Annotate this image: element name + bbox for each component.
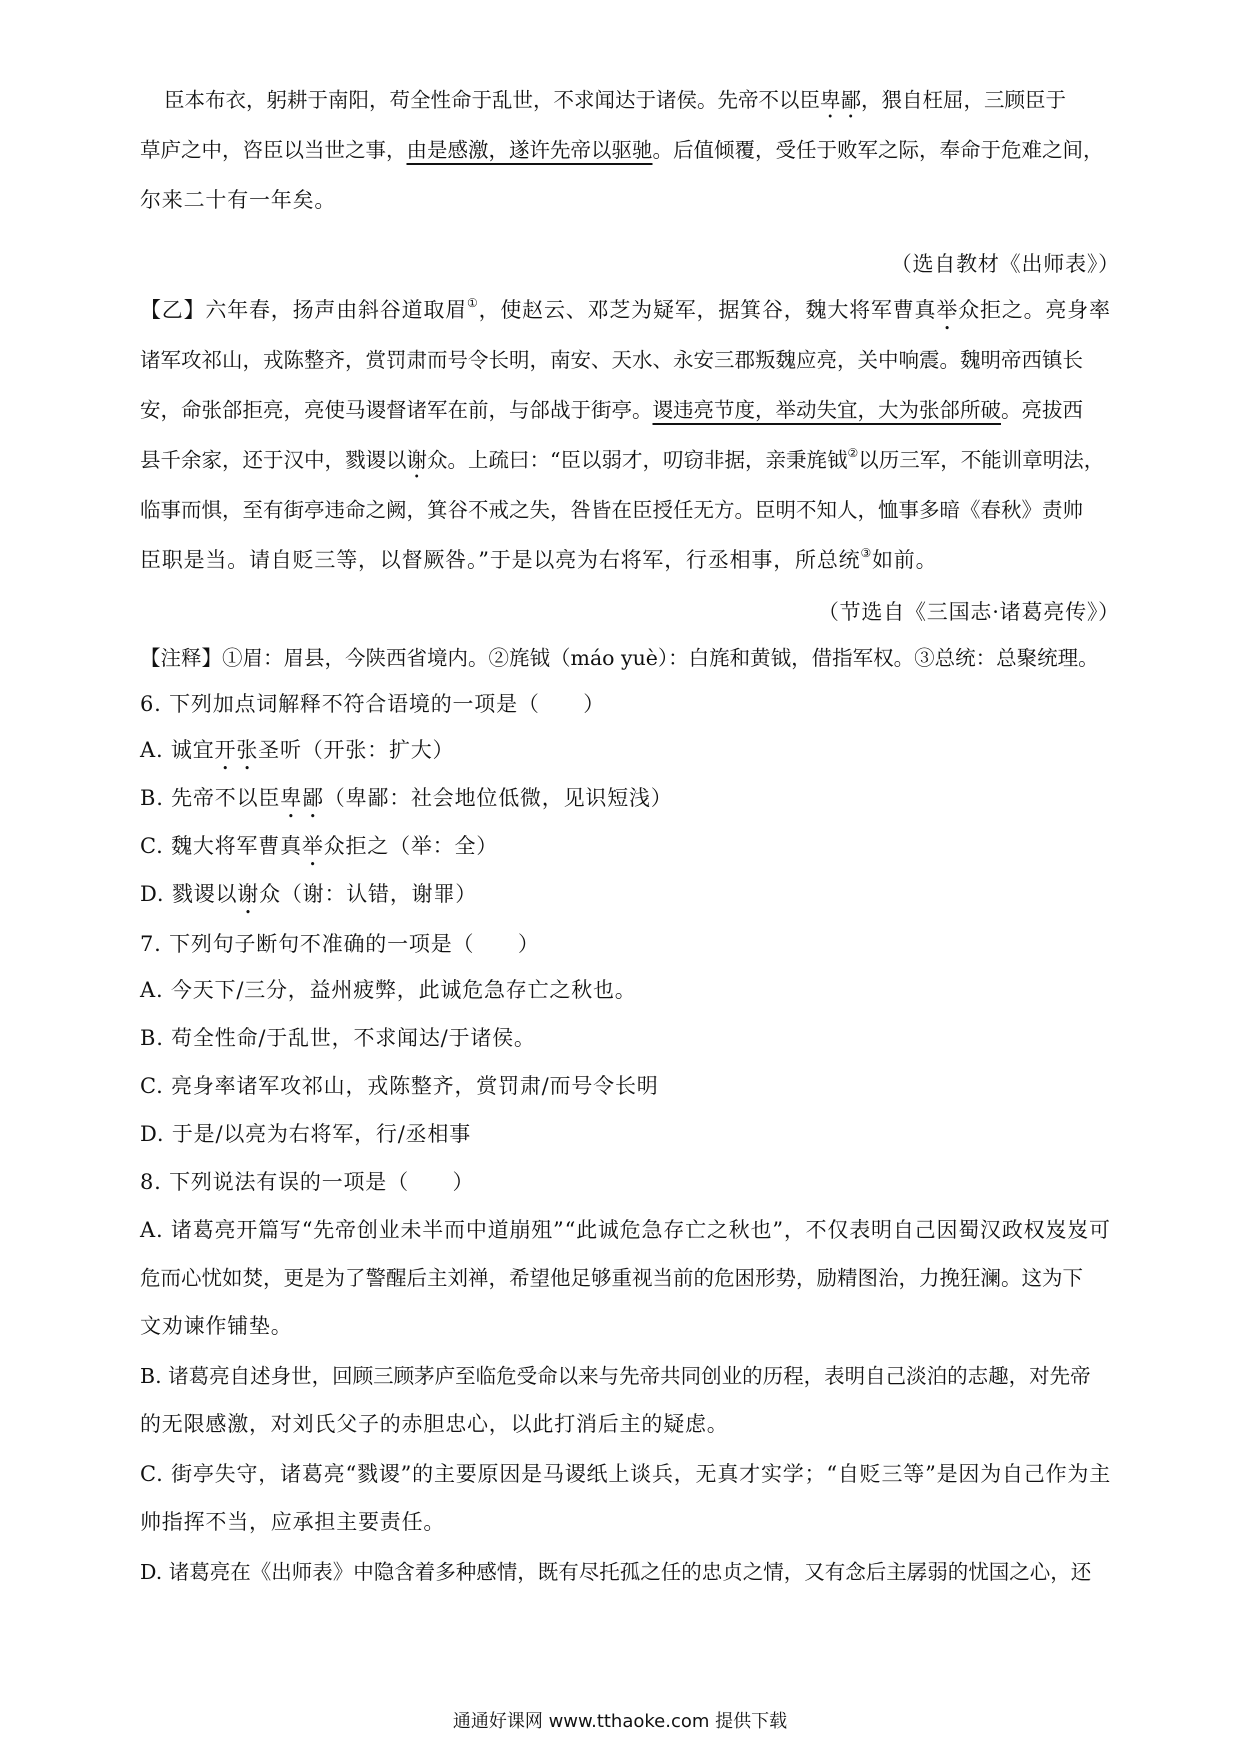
- dotted-word: 举: [301, 834, 324, 858]
- question-7-option-b: B. 苟全性命/于乱世，不求闻达/于诸侯。: [140, 1026, 536, 1050]
- text: 。后值倾覆，受任于败军之际，奉命于危难之间，: [652, 138, 1104, 162]
- dotted-word: 卑鄙: [820, 88, 861, 112]
- passage-yi-line-4: [140, 440, 1120, 480]
- text: 草庐之中，咨臣以当世之事，: [140, 138, 407, 162]
- text: 众（谢：认错，谢罪）: [259, 882, 478, 906]
- passage-jia-source: （选自教材《出师表》）: [890, 252, 1120, 276]
- question-6-option-b: [140, 778, 1120, 818]
- question-8-option-b-line-1: B. 诸葛亮自述身世，回顾三顾茅庐至临危受命以来与先帝共同创业的历程，表明自己淡泊的志趣，对先帝: [140, 1364, 1091, 1388]
- question-8-option-d-line-1: D. 诸葛亮在《出师表》中隐含着多种感情，既有尽托孤之任的忠贞之情，又有念后主孱弱的忧国之心，还: [140, 1560, 1092, 1584]
- passage-jia-line-2: [140, 130, 1120, 170]
- question-7-option-a: A. 今天下/三分，益州疲弊，此诚危急存亡之秋也。: [140, 978, 637, 1002]
- dotted-word: 卑鄙: [280, 786, 324, 810]
- dotted-word: 谢: [237, 882, 260, 906]
- dotted-word: 谢: [406, 448, 427, 472]
- text: 众拒之。亮身率: [958, 298, 1111, 322]
- question-7-option-c: C. 亮身率诸军攻祁山，戎陈整齐，赏罚肃/而号令长明: [140, 1074, 659, 1098]
- underlined-sentence: 谡违亮节度，举动失宜，大为张郃所破: [652, 398, 1001, 422]
- question-8-option-b-line-2: 的无限感激，对刘氏父子的赤胆忠心，以此打消后主的疑虑。: [140, 1412, 729, 1436]
- text: 【乙】六年春，扬声由斜谷道取眉: [140, 298, 467, 322]
- passage-yi-line-2: 诸军攻祁山，戎陈整齐，赏罚肃而号令长明，南安、天水、永安三郡叛魏应亮，关中响震。魏明帝西镇长: [140, 348, 1083, 372]
- passage-jia-line-1: [164, 80, 1120, 120]
- dotted-word: 举: [936, 298, 959, 322]
- text: 臣职是当。请自贬三等，以督厥咎。”于是以亮为右将军，行丞相事，所总统: [140, 548, 861, 572]
- text: ，使赵云、邓芝为疑军，据箕谷，魏大将军曹真: [478, 298, 937, 322]
- text: A. 诚宜: [140, 738, 215, 762]
- text: B. 先帝不以臣: [140, 786, 281, 810]
- text: 。亮拔西: [1001, 398, 1083, 422]
- text: C. 魏大将军曹真: [140, 834, 302, 858]
- question-8-stem: 8. 下列说法有误的一项是（ ）: [140, 1170, 475, 1194]
- text: 众拒之（举：全）: [323, 834, 499, 858]
- note-marker: ②: [847, 446, 859, 461]
- question-8-option-a-line-2: 危而心忧如焚，更是为了警醒后主刘禅，希望他足够重视当前的危困形势，励精图治，力挽狂澜。这为下: [140, 1266, 1083, 1290]
- footer-download-notice: 通通好课网 www.tthaoke.com 提供下载: [452, 1711, 788, 1732]
- text: 众。上疏曰：“臣以弱才，叨窃非据，亲秉旄钺: [427, 448, 848, 472]
- question-7-stem: 7. 下列句子断句不准确的一项是（ ）: [140, 932, 540, 956]
- text: 安，命张郃拒亮，亮使马谡督诸军在前，与郃战于街亭。: [140, 398, 653, 422]
- underlined-sentence: 由是感激，遂许先帝以驱驰: [406, 138, 653, 162]
- question-8-option-a-line-3: 文劝谏作铺垫。: [140, 1314, 293, 1338]
- text: 如前。: [872, 548, 938, 572]
- dotted-word: 开张: [214, 738, 259, 762]
- question-6-option-c: [140, 826, 1120, 866]
- passage-jia-line-3: 尔来二十有一年矣。: [140, 188, 337, 212]
- note-marker: ③: [860, 546, 872, 560]
- passage-yi-line-5: 临事而惧，至有街亭违命之阙，箕谷不戒之失，咎皆在臣授任无方。臣明不知人，恤事多暗《春秋》责帅: [140, 498, 1083, 522]
- annotation-notes: 【注释】①眉：眉县，今陕西省境内。②旄钺（máo yuè）：白旄和黄钺，借指军权。③总统：总聚统理。: [140, 646, 1099, 670]
- question-8-option-c-line-2: 帅指挥不当，应承担主要责任。: [140, 1510, 446, 1534]
- text: ，猥自枉屈，三顾臣于: [861, 88, 1066, 112]
- text: 圣听（开张：扩大）: [258, 738, 455, 762]
- passage-yi-line-1: [140, 290, 1120, 330]
- question-8-option-a-line-1: A. 诸葛亮开篇写“先帝创业未半而中道崩殂”“此诚危急存亡之秋也”，不仅表明自己因蜀汉政权岌岌可: [140, 1218, 1111, 1242]
- passage-yi-source: （节选自《三国志·诸葛亮传》）: [817, 600, 1120, 624]
- passage-yi-line-3: [140, 390, 1120, 430]
- question-7-option-d: D. 于是/以亮为右将军，行/丞相事: [140, 1122, 471, 1146]
- text: 以历三军，不能训章明法，: [858, 448, 1105, 472]
- question-6-option-d: [140, 874, 1120, 914]
- question-6-option-a: [140, 730, 1120, 770]
- passage-yi-line-6: [140, 540, 1120, 580]
- question-8-option-c-line-1: C. 街亭失守，诸葛亮“戮谡”的主要原因是马谡纸上谈兵，无真才实学；“自贬三等”是因为自己作为主: [140, 1462, 1112, 1486]
- note-marker: ①: [467, 296, 479, 310]
- text: 臣本布衣，躬耕于南阳，苟全性命于乱世，不求闻达于诸侯。先帝不以臣: [164, 88, 820, 112]
- text: D. 戮谡以: [140, 882, 238, 906]
- text: 县千余家，还于汉中，戮谡以: [140, 448, 407, 472]
- text: （卑鄙：社会地位低微，见识短浅）: [323, 786, 673, 810]
- question-6-stem: 6. 下列加点词解释不符合语境的一项是（ ）: [140, 692, 606, 716]
